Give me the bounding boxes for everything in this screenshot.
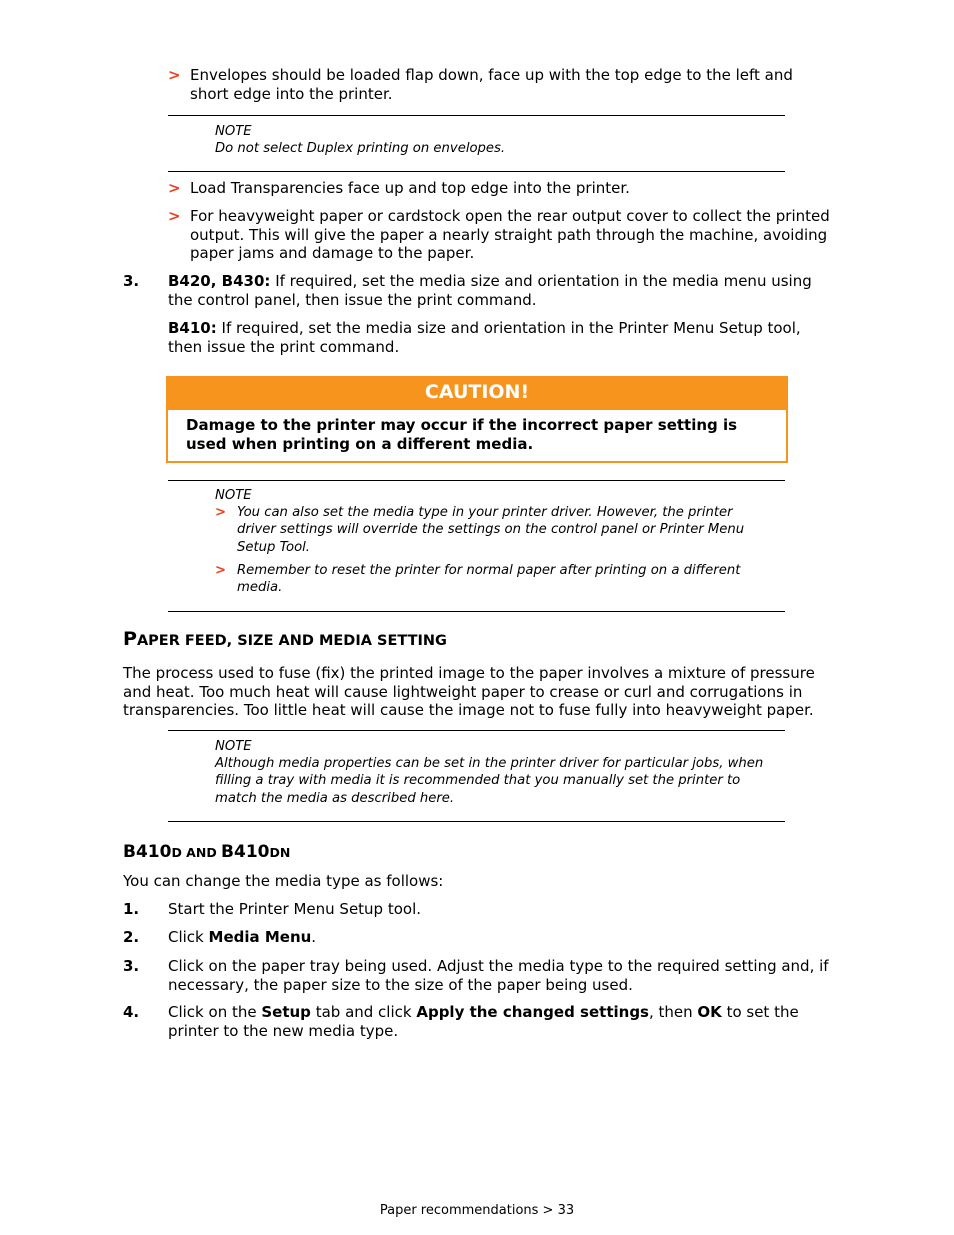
section-heading-b410: [123, 842, 290, 862]
note-bullet-text: You can also set the media type in your printer driver. However, the printer driver settings will override the settings on the control panel or Printer Menu Setup Tool.: [237, 505, 745, 555]
section-intro: You can change the media type as follows:: [123, 872, 444, 890]
note-bullet-text: Remember to reset the printer for normal paper after printing on a different media.: [237, 563, 741, 596]
step-number: 2.: [123, 928, 140, 946]
arrow-icon: >: [168, 66, 181, 84]
step-number: 3.: [123, 957, 140, 975]
bullet-text: For heavyweight paper or cardstock open the rear output cover to collect the printed output. This will give the paper a nearly straight path through the machine, avoiding paper jams and damage to the paper.: [190, 207, 830, 263]
section-heading-paper-feed: [123, 628, 447, 650]
step-2: [168, 928, 833, 947]
note-label: NOTE: [215, 488, 252, 503]
caution-box: [166, 376, 788, 463]
note-text: Although media properties can be set in the printer driver for particular jobs, when filling a tray with media it is recommended that you manually set the printer to match the media as described here.: [215, 756, 764, 806]
heading-part: DN: [269, 845, 291, 860]
step-text: , then: [648, 1003, 698, 1021]
arrow-icon: >: [215, 505, 227, 520]
heading-rest: APER FEED, SIZE AND MEDIA SETTING: [136, 633, 447, 649]
heading-part: B410: [123, 842, 172, 862]
arrow-icon: >: [168, 207, 181, 225]
bullet-text: Envelopes should be loaded flap down, face up with the top edge to the left and short edge into the printer.: [190, 66, 793, 103]
step-number: 1.: [123, 900, 140, 918]
step-text: to set the printer to the new media type.: [168, 1003, 799, 1040]
caution-title: CAUTION!: [166, 376, 788, 410]
note-text: Do not select Duplex printing on envelopes.: [215, 141, 506, 156]
page-footer: Paper recommendations > 33: [379, 1203, 575, 1218]
heading-part: B410: [221, 842, 270, 862]
divider: [168, 115, 785, 116]
button-name: OK: [697, 1003, 722, 1021]
arrow-icon: >: [215, 563, 227, 578]
caution-text: Damage to the printer may occur if the incorrect paper setting is used when printing on a different media.: [186, 416, 738, 453]
step-text: Click on the paper tray being used. Adjust the media type to the required setting and, if necessary, the paper size to the size of the paper being used.: [168, 957, 829, 994]
heading-initial: P: [123, 628, 137, 650]
step-text: Click on the: [168, 1003, 262, 1021]
step-text: tab and click: [310, 1003, 417, 1021]
heading-part: D AND: [171, 845, 222, 860]
divider: [168, 821, 785, 822]
step-number: 4.: [123, 1003, 140, 1021]
divider: [168, 480, 785, 481]
divider: [168, 730, 785, 731]
step-text: .: [311, 928, 317, 946]
step-3-b410: [168, 319, 833, 356]
tab-name: Setup: [261, 1003, 311, 1021]
caution-body: [166, 410, 788, 463]
button-name: Apply the changed settings: [416, 1003, 649, 1021]
divider: [168, 171, 785, 172]
model-label: B420, B430:: [168, 272, 271, 290]
step-text: If required, set the media size and orientation in the Printer Menu Setup tool, then issue the print command.: [168, 319, 801, 356]
step-text: Start the Printer Menu Setup tool.: [168, 900, 422, 918]
menu-name: Media Menu: [208, 928, 312, 946]
section-paragraph: The process used to fuse (fix) the printed image to the paper involves a mixture of pressure and heat. Too much heat will cause lightweight paper to crease or curl and corrugations in transparencies. Too little heat will cause the image not to fuse fully into heavyweight paper.: [123, 664, 815, 720]
step-text: Click: [168, 928, 209, 946]
note-label: NOTE: [215, 739, 252, 754]
arrow-icon: >: [168, 179, 181, 197]
step-4: [168, 1003, 833, 1040]
note-label: NOTE: [215, 124, 252, 139]
step-number: 3.: [123, 272, 140, 290]
divider: [168, 611, 785, 612]
step-3-b420: [168, 272, 833, 309]
model-label: B410:: [168, 319, 217, 337]
step-text: If required, set the media size and orientation in the media menu using the control panel, then issue the print command.: [168, 272, 812, 309]
bullet-text: Load Transparencies face up and top edge into the printer.: [190, 179, 630, 197]
